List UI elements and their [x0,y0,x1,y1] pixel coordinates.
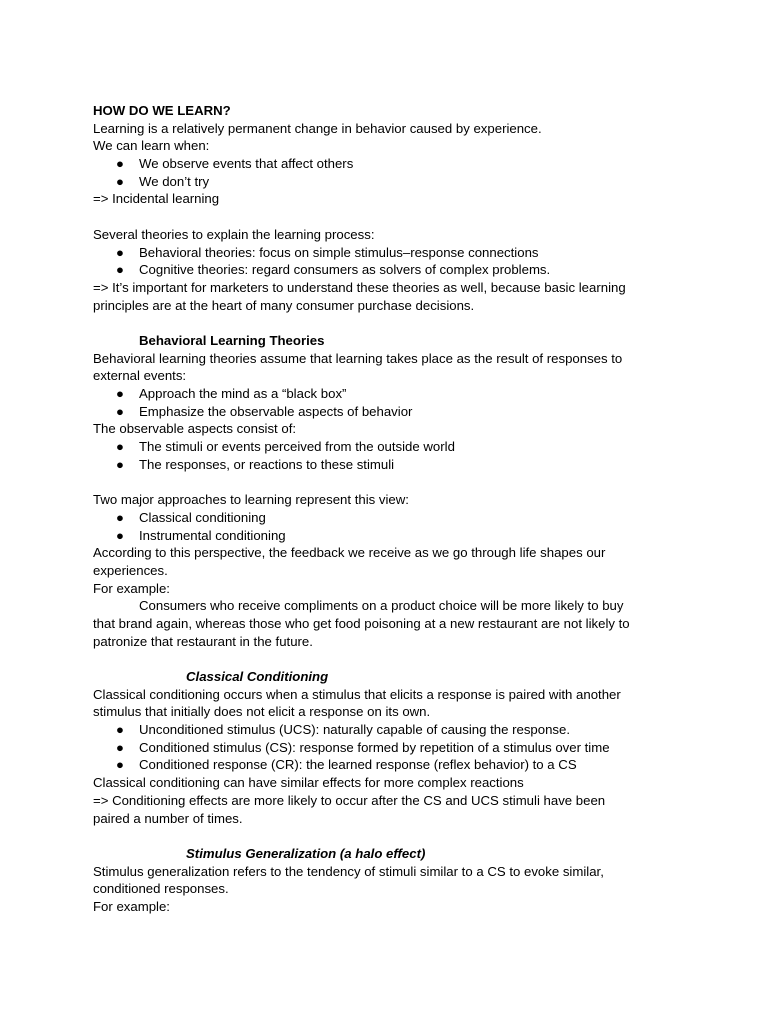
list-item: ● Instrumental conditioning [116,527,286,543]
list-item: ● Cognitive theories: regard consumers as solvers of complex problems. [116,262,551,278]
incidental-learning: => Incidental learning [93,191,220,207]
observable-intro: The observable aspects consist of: [93,421,297,437]
main-heading: HOW DO WE LEARN? [93,103,231,118]
bullet-icon: ● [116,439,124,455]
paragraph-line: experiences. [93,562,168,578]
bullet-icon: ● [116,527,124,543]
list-item: ● Emphasize the observable aspects of behavior [116,403,413,419]
paragraph-line: Classical conditioning can have similar effects for more complex reactions [93,775,524,791]
list-item: ● The responses, or reactions to these stimuli [116,456,395,472]
list-item: ● Behavioral theories: focus on simple stimulus–response connections [116,244,539,260]
section-heading-classical: Classical Conditioning [186,669,329,684]
paragraph-line: According to this perspective, the feedback we receive as we go through life shapes our [93,545,606,561]
document-page [93,102,683,916]
bullet-icon: ● [116,739,124,755]
list-item: ● Conditioned stimulus (CS): response formed by repetition of a stimulus over time [116,739,610,755]
theories-intro: Several theories to explain the learning process: [93,226,375,242]
list-item: ● We observe events that affect others [116,156,354,172]
paragraph-line: paired a number of times. [93,810,243,826]
paragraph-line: conditioned responses. [93,881,229,897]
list-item: ● Unconditioned stimulus (UCS): naturally capable of causing the response. [116,722,571,738]
for-example: For example: [93,580,170,596]
paragraph-line: Stimulus generalization refers to the tendency of stimuli similar to a CS to evoke similar, [93,863,604,879]
approaches-intro: Two major approaches to learning represent this view: [93,492,409,508]
paragraph-line: Consumers who receive compliments on a product choice will be more likely to buy [139,598,624,614]
bullet-icon: ● [116,262,124,278]
list-item: ● The stimuli or events perceived from the outside world [116,439,455,455]
spacer [93,827,683,845]
bullet-icon: ● [116,722,124,738]
list-item: ● Classical conditioning [116,509,266,525]
list-item: ● Conditioned response (CR): the learned response (reflex behavior) to a CS [116,757,577,773]
bullet-icon: ● [116,403,124,419]
spacer [93,473,683,491]
intro-definition: Learning is a relatively permanent change in behavior caused by experience. [93,120,542,136]
spacer [93,650,683,668]
bullet-icon: ● [116,757,124,773]
spacer [93,208,683,226]
marketers-note: principles are at the heart of many consumer purchase decisions. [93,297,475,313]
paragraph-line: Behavioral learning theories assume that learning takes place as the result of responses to [93,350,623,366]
bullet-icon: ● [116,244,124,260]
list-item: ● We don’t try [116,173,210,189]
paragraph-line: patronize that restaurant in the future. [93,633,313,649]
bullet-icon: ● [116,386,124,401]
section-heading-behavioral: Behavioral Learning Theories [139,332,325,348]
section-heading-generalization: Stimulus Generalization (a halo effect) [186,845,426,861]
bullet-icon: ● [116,509,124,525]
paragraph-line: external events: [93,368,187,384]
spacer [93,314,683,332]
bullet-icon: ● [116,173,124,189]
list-item: ● Approach the mind as a “black box” [116,386,347,401]
intro-when: We can learn when: [93,138,210,154]
paragraph-line: stimulus that initially does not elicit a response on its own. [93,704,431,720]
marketers-note: => It’s important for marketers to understand these theories as well, because basic learning [93,279,626,295]
for-example: For example: [93,898,170,914]
paragraph-line: that brand again, whereas those who get food poisoning at a new restaurant are not likely to [93,615,630,631]
paragraph-line: => Conditioning effects are more likely to occur after the CS and UCS stimuli have been [93,792,606,808]
paragraph-line: Classical conditioning occurs when a stimulus that elicits a response is paired with another [93,686,621,702]
bullet-icon: ● [116,456,124,472]
bullet-icon: ● [116,156,124,172]
